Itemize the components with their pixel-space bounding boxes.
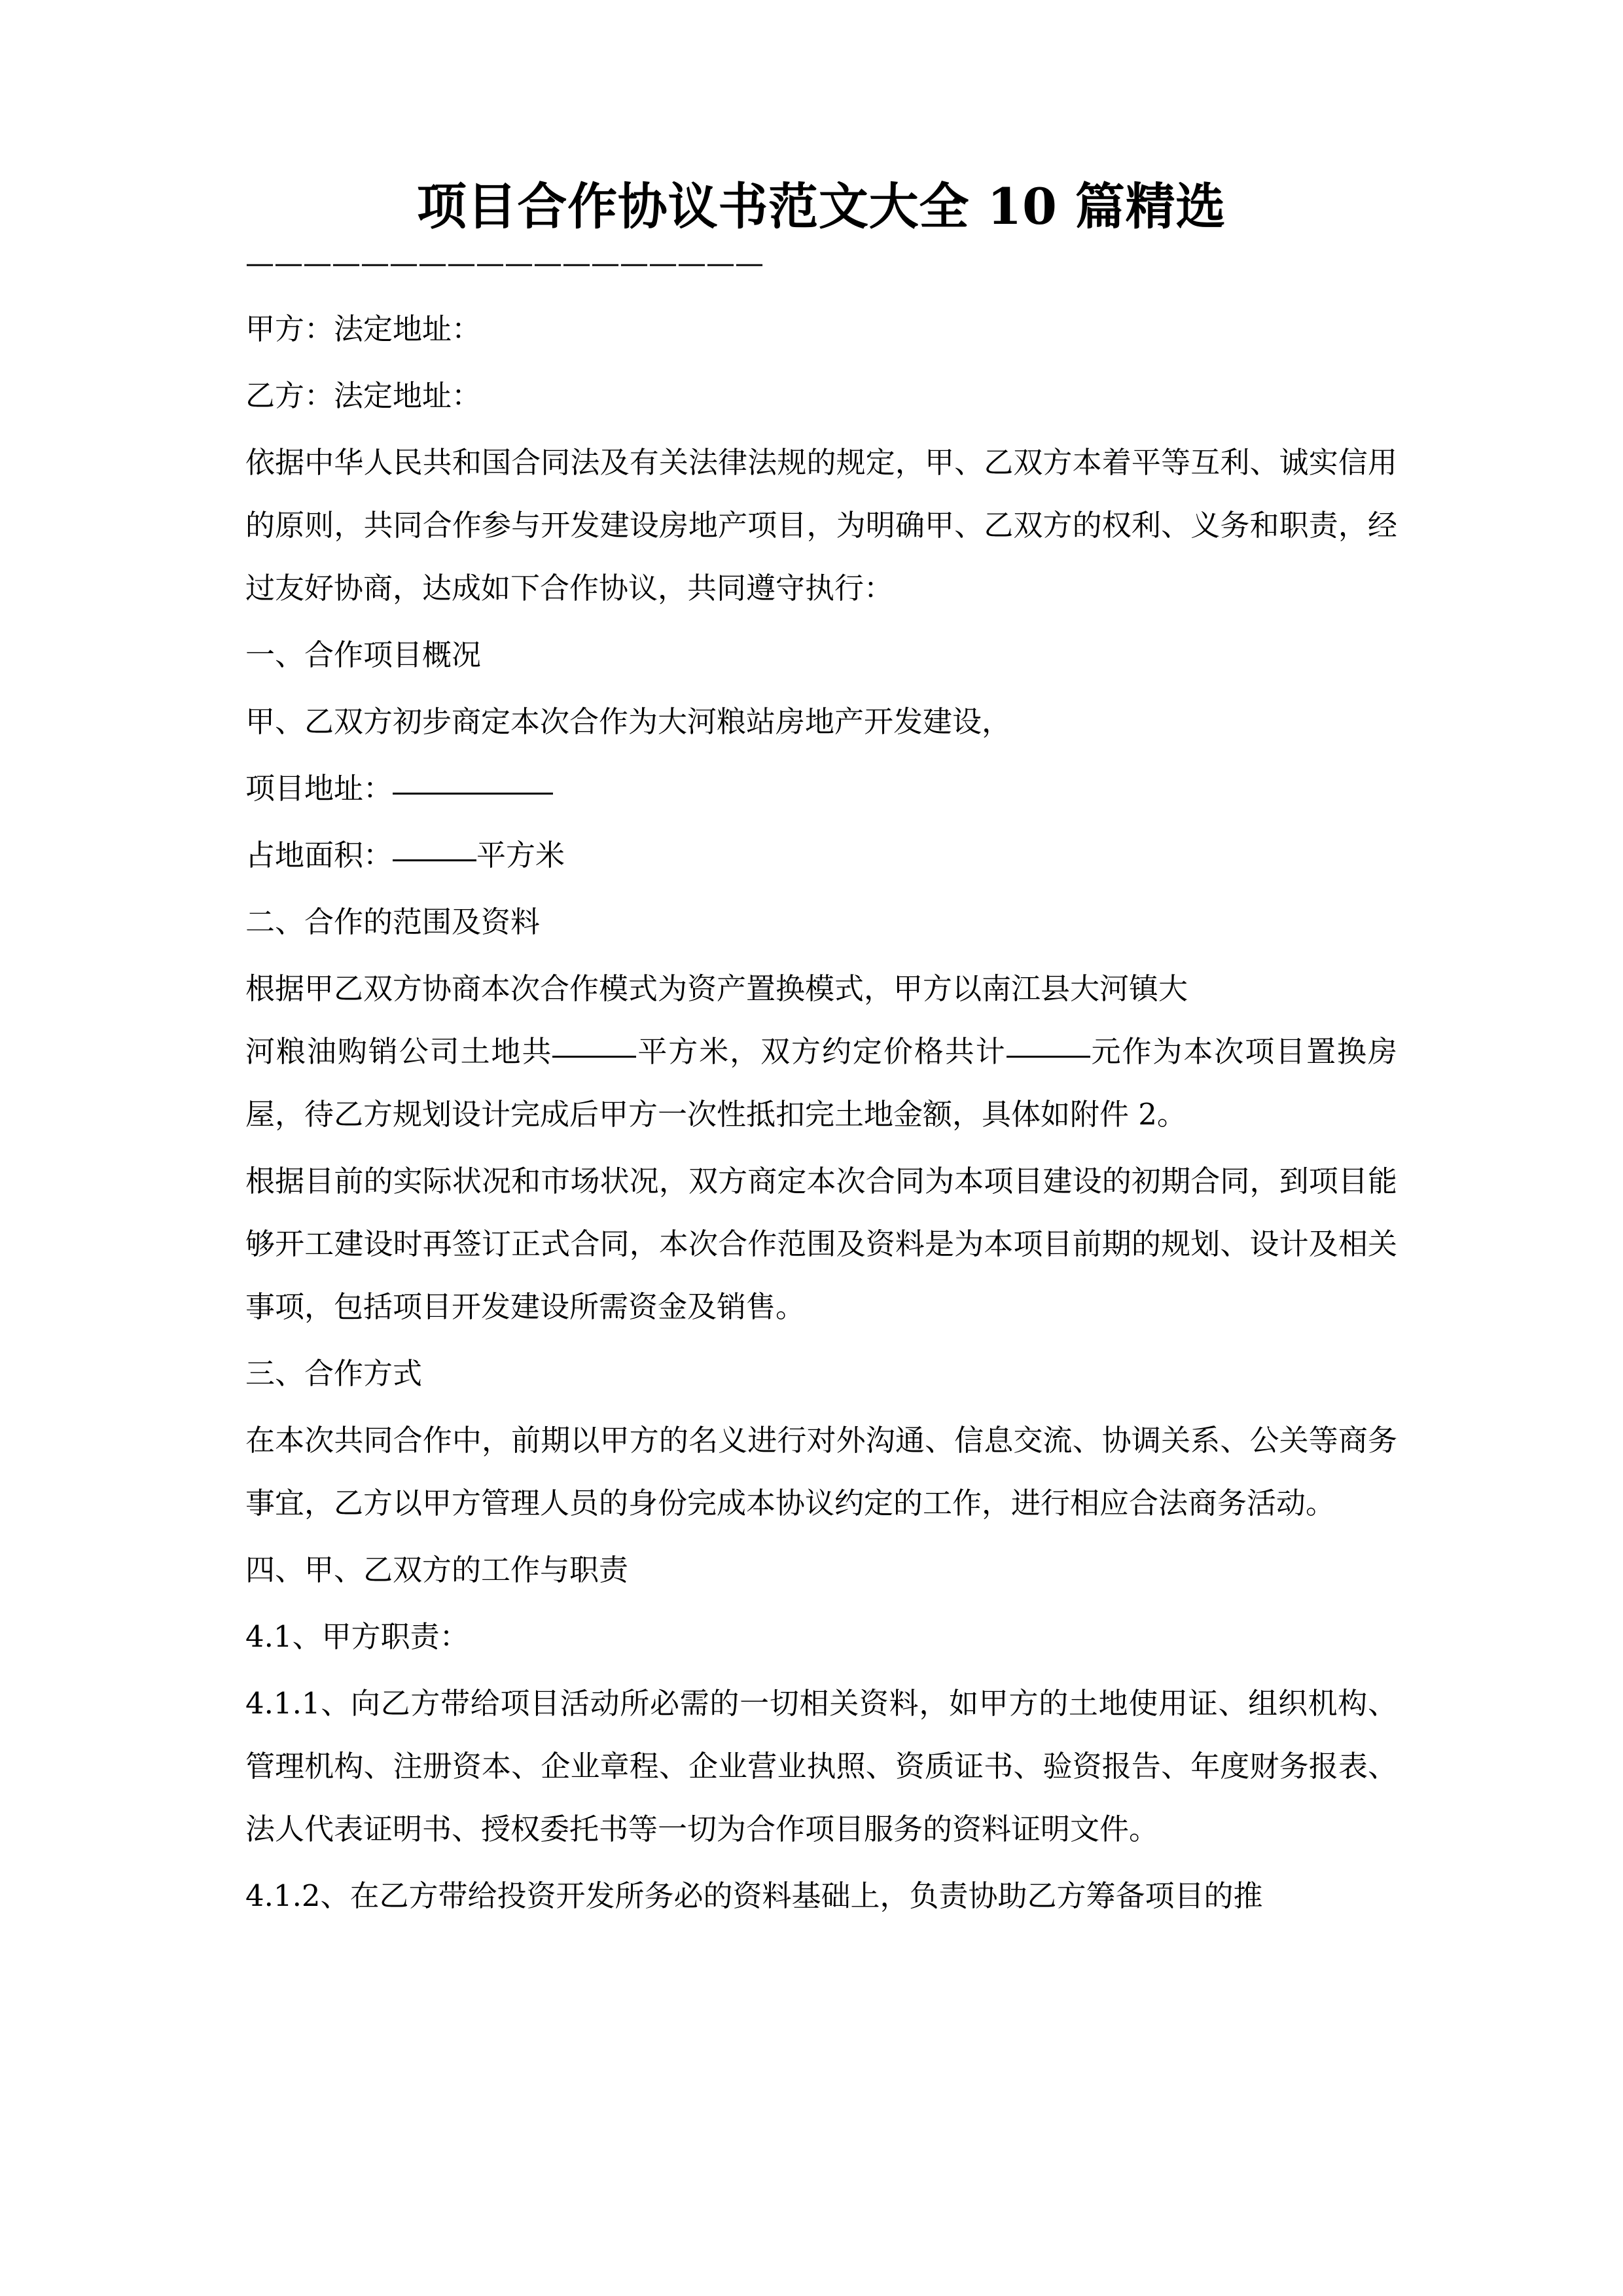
section-2-paragraph-2: 根据目前的实际状况和市场状况，双方商定本次合同为本项目建设的初期合同，到项目能够开工建设时再签订正式合同，本次合作范围及资料是为本项目前期的规划、设计及相关事项，包括项目开发建设所需资金及销售。	[245, 1163, 1397, 1324]
page-title: 项目合作协议书范文大全 10 篇精选	[416, 177, 1226, 236]
item-4-1-2: 4.1.2、在乙方带给投资开发所务必的资料基础上，负责协助乙方筹备项目的推	[245, 1878, 1263, 1913]
section-3-heading: 三、合作方式	[245, 1355, 423, 1391]
land-area-label: 占地面积：	[245, 837, 393, 872]
section-3-body: 在本次共同合作中，前期以甲方的名义进行对外沟通、信息交流、协调关系、公关等商务事宜，乙方以甲方管理人员的身份完成本协议约定的工作，进行相应合法商务活动。	[245, 1422, 1397, 1520]
title-divider: ——————————————————	[245, 249, 764, 278]
item-4-1: 4.1、甲方职责：	[245, 1619, 469, 1654]
price-prefix: 平方米，双方约定价格共计	[636, 1033, 1007, 1069]
item-4-1-1: 4.1.1、向乙方带给项目活动所必需的一切相关资料，如甲方的土地使用证、组织机构、管理机构、注册资本、企业章程、企业营业执照、资质证书、验资报告、年度财务报表、法人代表证明书、授权委托书等一切为合作项目服务的资料证明文件。	[245, 1685, 1397, 1846]
party-b-line: 乙方：法定地址：	[245, 378, 482, 413]
section-4-heading: 四、甲、乙双方的工作与职责	[245, 1552, 629, 1587]
preamble-paragraph: 依据中华人民共和国合同法及有关法律法规的规定，甲、乙双方本着平等互利、诚实信用的原则，共同合作参与开发建设房地产项目，为明确甲、乙双方的权利、义务和职责，经过友好协商，达成如下合作协议，共同遵守执行：	[245, 444, 1397, 605]
section-2-paragraph-1b	[245, 1020, 1397, 1146]
project-address-line	[245, 757, 1397, 820]
land-total-prefix: 河粮油购销公司土地共	[245, 1033, 553, 1069]
section-1-body: 甲、乙双方初步商定本次合作为大河粮站房地产开发建设，	[245, 704, 1012, 739]
price-blank[interactable]	[1007, 1056, 1090, 1058]
party-a-line: 甲方：法定地址：	[245, 311, 482, 346]
land-total-suffix: 元作为本次项目置换房屋，待乙方规划设计完成后甲方一次性抵扣完土地金额，具体如附件 2。	[245, 1033, 1397, 1132]
land-total-blank[interactable]	[552, 1056, 636, 1058]
land-area-unit: 平方米	[476, 837, 565, 872]
section-2-heading: 二、合作的范围及资料	[245, 904, 541, 939]
section-1-heading: 一、合作项目概况	[245, 637, 482, 672]
document-body	[245, 177, 1397, 1928]
project-address-label: 项目地址：	[245, 770, 393, 806]
land-area-line	[245, 824, 1397, 887]
project-address-blank[interactable]	[393, 793, 553, 795]
section-2-paragraph-1a: 根据甲乙双方协商本次合作模式为资产置换模式，甲方以南江县大河镇大	[245, 971, 1188, 1006]
land-area-blank[interactable]	[393, 859, 476, 861]
